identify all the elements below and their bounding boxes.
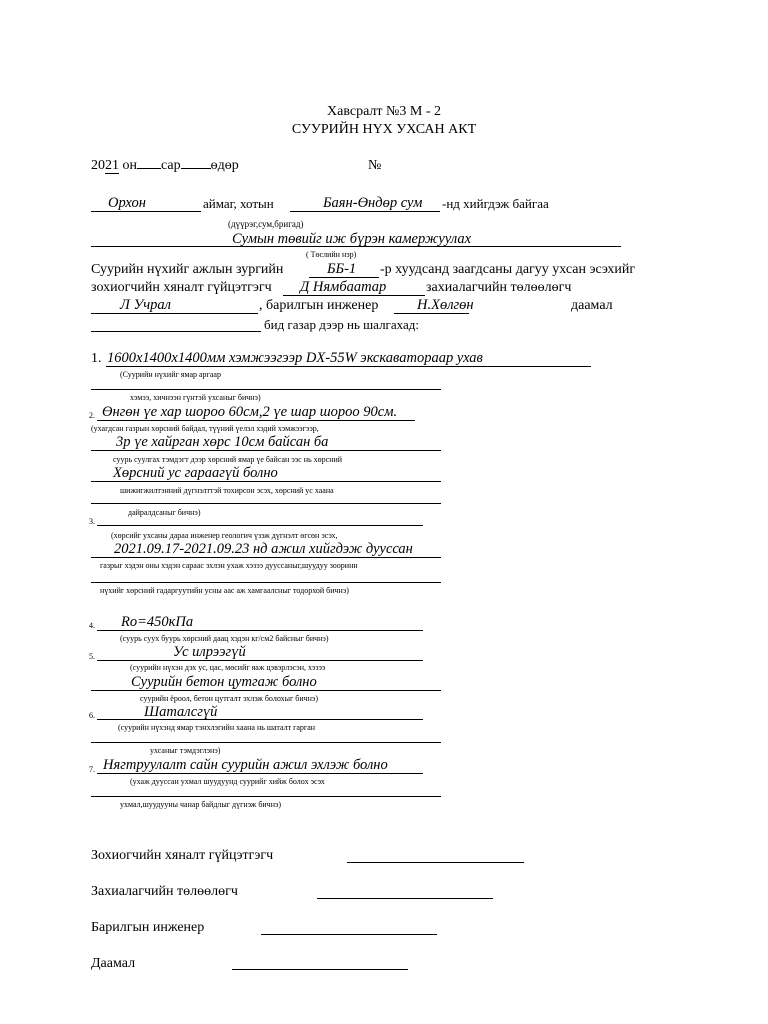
annex-label: Хавсралт №3 М - 2 <box>327 104 441 119</box>
sub-caption: (дүүрэг,сум,бригад) <box>228 219 304 229</box>
item-4-caption: (суурь суух буурь хөрсний даац хэдэн кг/см2 байсныг бичнэ) <box>120 634 329 643</box>
item-4-value: Ro=450кПа <box>121 614 194 630</box>
item-3-number: 3. <box>89 517 95 526</box>
item-2-caption-2: суурь суулгах тэмдэгт дээр хөрсний ямар үе байсан ээс нь хөрсний <box>113 455 343 464</box>
year-suffix: 21 <box>105 158 119 173</box>
supervisor-name: Д Нямбаатар <box>300 279 387 295</box>
item-7-number: 7. <box>89 765 95 774</box>
signature-label-client: Захиалагчийн төлөөлөгч <box>91 884 238 899</box>
item-1-number: 1. <box>91 351 102 366</box>
item-5-value: Ус илрээгүй <box>173 644 246 660</box>
signature-line-engineer <box>261 934 437 935</box>
item-2-caption-4: дайралдсаныг бичнэ) <box>128 508 201 517</box>
drawing-number: ББ-1 <box>327 261 357 277</box>
intro-line-2: зохиогчийн хяналт гүйцэтгэгч <box>91 280 272 295</box>
project-name: Сумын төвийг иж бүрэн камержуулах <box>232 231 472 247</box>
item-2-value-2: 3р үе хайрган хөрс 10см байсан ба <box>116 434 329 450</box>
signature-label-engineer: Барилгын инженер <box>91 920 205 935</box>
item-5-caption-2: суурийн ёроол, бетон цутгалт эхлэж болохыг бичнэ) <box>140 694 319 703</box>
date-line <box>91 158 239 174</box>
item-3-caption-1: (хөрсийг ухсаны дараа инженер геологич үзэж дүгнэлт өгсөн эсэх, <box>111 531 338 540</box>
item-4-number: 4. <box>89 621 95 630</box>
day-blank <box>181 168 211 169</box>
item-6-number: 6. <box>89 711 95 720</box>
signature-line-foreman <box>232 969 408 970</box>
item-3-caption-2: газрыг хэдэн оны хэдэн сараас эхлэн ухаж хэзээ дууссаныг,шуудуу зооринн <box>100 561 358 570</box>
item-2-value-3: Хөрсний ус гараагүй болно <box>113 465 278 481</box>
item-2-number: 2. <box>89 411 95 420</box>
intro-line-3: , барилгын инженер <box>259 298 379 313</box>
signature-label-foreman: Даамал <box>91 956 136 971</box>
item-6-value: Шаталсгүй <box>144 704 218 720</box>
intro-line-2b: захиалагчийн төлөөлөгч <box>426 280 572 295</box>
signature-label-supervisor: Зохиогчийн хяналт гүйцэтгэгч <box>91 848 274 863</box>
item-1-value: 1600х1400х1400мм хэмжээгээр DX-55W экскаватораар ухав <box>107 350 483 366</box>
item-1-caption-2: хэмээ, хичнээн гүнтэй ухсаныг бичнэ) <box>130 393 261 402</box>
item-5-value-2: Суурийн бетон цутгаж болно <box>131 674 317 690</box>
intro-line-1b: -р хуудсанд заагдсаны дагуу ухсан эсэхийг <box>380 262 636 277</box>
item-2-caption-1: (ухагдсан газрын хөрсний байдал, түүний үелэл хэдий хэмжээгээр, <box>91 424 319 433</box>
item-7-caption-1: (ухаж дууссан ухмал шуудуунд суурийг хийж болох эсэх <box>130 777 325 786</box>
intro-line-4: бид газар дээр нь шалгахад: <box>264 317 419 332</box>
item-1-caption-1: (Суурийн нүхийг ямар аргаар <box>120 370 221 379</box>
signature-line-supervisor <box>347 862 524 863</box>
item-2-value: Өнгөн үе хар шороо 60см,2 үе шар шороо 90см. <box>102 404 398 420</box>
month-word: сар <box>161 158 181 173</box>
item-5-caption-1: (суурийн нүхэн дэх ус, цас, мөсийг яаж цэвэрлэсэн, хэзээ <box>130 663 326 672</box>
item-2-caption-3: шижигжилтэнний дүгнэлттэй тохирсон эсэх, хөрсний ус хаана <box>120 486 334 495</box>
item-3-caption-3: нүхийг хөрсний гадаргуутийн усны аас аж хамгаалсныг тодорхой бичнэ) <box>100 586 349 595</box>
intro-foreman: даамал <box>571 298 613 313</box>
number-sign: № <box>368 158 382 173</box>
aimag-value: Орхон <box>108 195 146 211</box>
project-caption: ( Төслийн нэр) <box>306 250 357 259</box>
page-title: СУУРИЙН НҮХ УХСАН АКТ <box>291 122 477 137</box>
sum-value: Баян-Өндөр сум <box>323 195 423 211</box>
month-blank <box>137 168 161 169</box>
intro-line-1: Суурийн нүхийг ажлын зургийн <box>91 262 284 277</box>
signature-line-client <box>317 898 493 899</box>
item-6-caption-1: (суурийн нүхэнд ямар тэнхлэгийн хаана нь шаталт гарган <box>118 723 316 732</box>
year-word: он <box>122 158 137 173</box>
sum-text: -нд хийгдэж байгаа <box>442 196 549 211</box>
item-7-caption-2: ухмал,шуудууны чанар байдлыг дүгнэж бичнэ) <box>120 800 282 809</box>
year-prefix: 20 <box>91 158 105 173</box>
engineer-name: Н.Хөлгөн <box>417 297 474 313</box>
day-word: өдөр <box>210 158 239 173</box>
client-rep-name: Л Учрал <box>120 297 171 313</box>
item-7-value: Нягтруулалт сайн суурийн ажил эхлэж болно <box>103 757 388 773</box>
item-5-number: 5. <box>89 652 95 661</box>
item-3-value: 2021.09.17-2021.09.23 нд ажил хийгдэж дууссан <box>114 541 413 557</box>
aimag-text: аймаг, хотын <box>203 196 274 211</box>
item-6-caption-2: ухсаныг тэмдэглэнэ) <box>150 746 221 755</box>
